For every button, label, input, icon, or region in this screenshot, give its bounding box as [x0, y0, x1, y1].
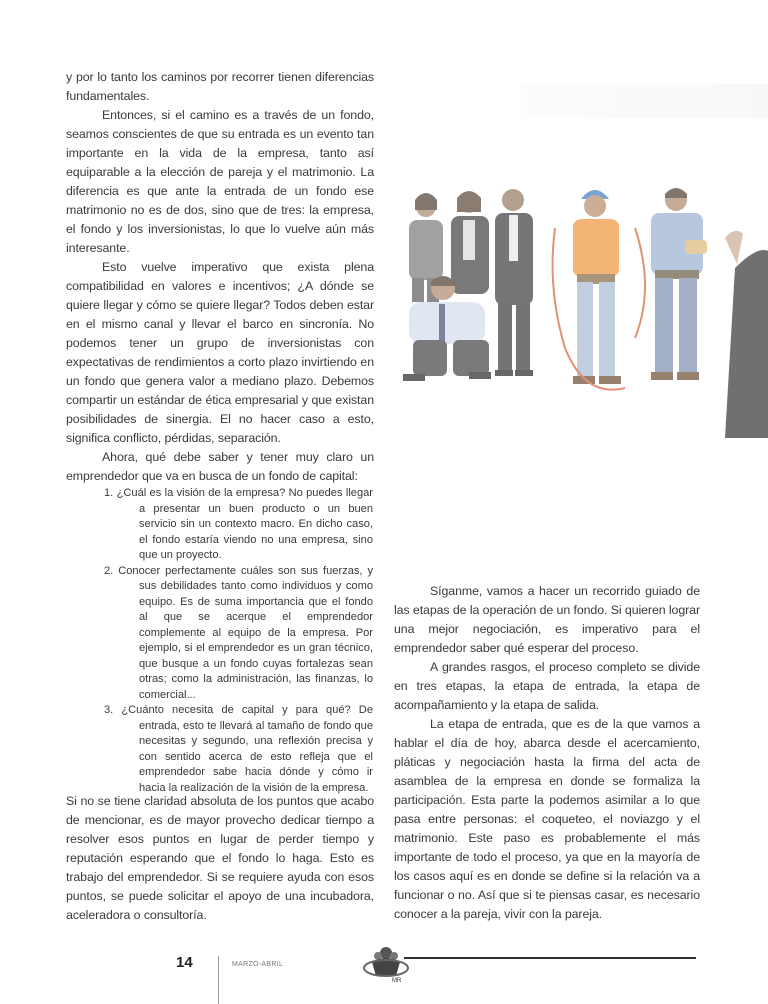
list-item-text: Conocer perfectamente cuáles son sus fuerzas, y sus debilidades tanto como individuos y como equipo. Es de suma importancia que el fondo al que se acerque el emprendedor complemente al equipo de la empresa. Por ejemplo, si el emprendedor es un gran técnico, que busque a un fondo cuyas fortalezas sean otras; como la administración, las finanzas, lo comercial...: [118, 564, 373, 701]
paragraph: Si no se tiene claridad absoluta de los puntos que acabo de mencionar, es de mayor provecho dedicar tiempo a resolver esos puntos en lugar de perder tiempo y reputación esperando que el fondo lo haga. Esto es trabajo del emprendedor. Si se requiere ayuda con esos puntos, se puede solicitar el apoyo de una incubadora, aceleradora o consultoría.: [66, 794, 374, 922]
logo-mark: MR: [392, 978, 402, 984]
list-item: [104, 486, 373, 564]
paragraph: Entonces, si el camino es a través de un fondo, seamos conscientes de que su entrada es un evento tan importante en la vida de la empresa, tanto así equiparable a la elección de pareja y el matrimonio. La diferencia es que ante la entrada de un fondo ese matrimonio no es de dos, sino que de tres: la empresa, el fondo y los inversionistas, lo que lo vuelve aún más interesante.: [66, 108, 374, 255]
right-column: [394, 582, 700, 924]
paragraph: Ahora, qué debe saber y tener muy claro un emprendedor que va en busca de un fondo de capital:: [66, 450, 374, 483]
footer-rule: [404, 957, 696, 959]
list-item: [104, 703, 373, 796]
paragraph: La etapa de entrada, que es de la que vamos a hablar el día de hoy, abarca desde el acercamiento, pláticas y negociación hasta la firma del acta de asamblea de la empresa en donde se formaliza la participación. Esta parte la podemos asimilar a lo que pasa entre personas: el coqueteo, el noviazgo y el matrimonio. Este paso es probablemente el más importante de todo el proceso, ya que en la mayoría de los casos aquí es en donde se define si la relación va a funcionar o no. Así que si te piensas casar, es necesario conocer a la pareja, vivir con la pareja.: [394, 717, 700, 921]
paragraph: Síganme, vamos a hacer un recorrido guiado de las etapas de la operación de un fondo. Si quieren lograr una mejor negociación, es imperativo para el emprendedor saber qué esperar del proceso.: [394, 584, 700, 655]
list-item: [104, 564, 373, 704]
page-number: 14: [176, 954, 193, 971]
list-item-text: ¿Cuál es la visión de la empresa? No puedes llegar a presentar un buen producto o un buen servicio sin un contexto macro. En dicho caso, el fondo estaría viendo no una empresa, sino que un proyecto.: [116, 487, 373, 561]
left-column-top: [66, 68, 374, 486]
magazine-logo-icon: [362, 944, 410, 984]
footer-divider-vertical: [218, 956, 219, 1004]
list-item-number: 2.: [104, 564, 114, 577]
paragraph: A grandes rasgos, el proceso completo se divide en tres etapas, la etapa de entrada, la etapa de acompañamiento y la etapa de salida.: [394, 660, 700, 712]
numbered-list: [104, 486, 373, 796]
issue-label: MARZO-ABRIL: [232, 961, 284, 968]
list-item-number: 1.: [104, 487, 114, 499]
paragraph: y por lo tanto los caminos por recorrer tienen diferencias fundamentales.: [66, 70, 374, 103]
left-column-bottom: [66, 792, 374, 925]
paragraph: Esto vuelve imperativo que exista plena compatibilidad en valores e incentivos; ¿A dónde se quiere llegar y cómo se quiere llegar? Todos deben estar en el mismo canal y llevar el barco en sincronía. No podemos tener un grupo de inversionistas con expectativas de rendimientos a corto plazo invirtiendo en un fondo que genera valor a mediano plazo. Debemos compartir un estándar de ética empresarial y que existan posibilidades de sinergia. El no hacer caso a esto, significa conflicto, pérdidas, separación.: [66, 260, 374, 445]
list-item-text: ¿Cuánto necesita de capital y para qué? De entrada, esto te llevará al tamaño de fondo que necesitas y segundo, una reflexión precisa y con sentido acerca de esto refleja que el emprendedor sabe hacia dónde y cómo ir hacia la realización de la visión de la empresa.: [121, 704, 373, 794]
list-item-number: 3.: [104, 704, 114, 716]
team-photo: [395, 78, 768, 438]
